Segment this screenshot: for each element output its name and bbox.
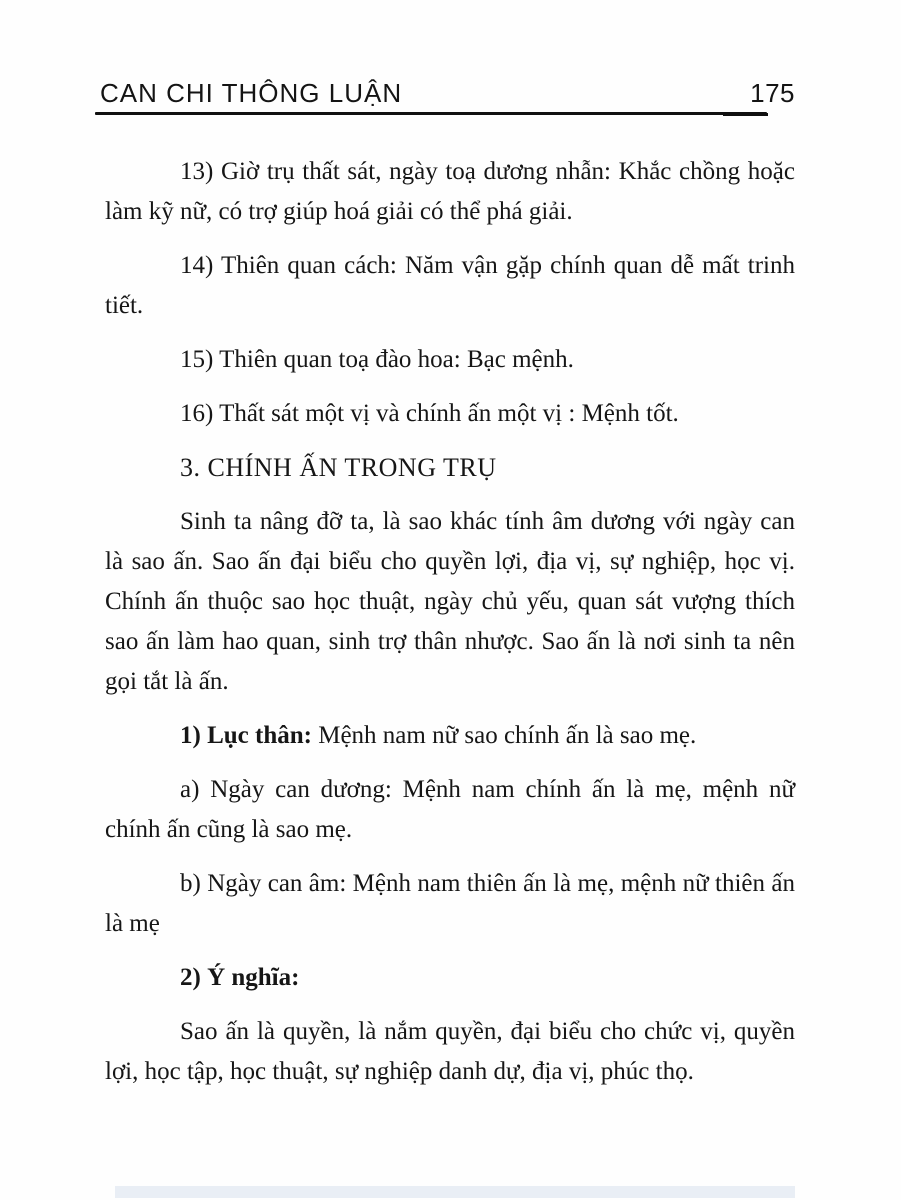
list-item-14: 14) Thiên quan cách: Năm vận gặp chính quan dễ mất trinh tiết. [105, 252, 795, 319]
page-body [105, 138, 795, 1092]
list-item-15: 15) Thiên quan toạ đào hoa: Bạc mệnh. [180, 346, 574, 373]
page-number: 175 [750, 78, 795, 108]
list-item-16: 16) Thất sát một vị và chính ấn một vị : Mệnh tốt. [180, 400, 679, 427]
page-number-underline [723, 113, 768, 116]
sub-item-a: a) Ngày can dương: Mệnh nam chính ấn là mẹ, mệnh nữ chính ấn cũng là sao mẹ. [105, 776, 795, 843]
header-rule [95, 112, 767, 115]
luc-than-paragraph [105, 716, 795, 756]
list-item-13: 13) Giờ trụ thất sát, ngày toạ dương nhẫn: Khắc chồng hoặc làm kỹ nữ, có trợ giúp hoá giải có thể phá giải. [105, 158, 795, 225]
luc-than-rest: Mệnh nam nữ sao chính ấn là sao mẹ. [311, 722, 697, 749]
sub-item-b: b) Ngày can âm: Mệnh nam thiên ấn là mẹ, mệnh nữ thiên ấn là mẹ [105, 870, 795, 937]
scanner-edge-band [115, 1186, 795, 1198]
closing-paragraph: Sao ấn là quyền, là nắm quyền, đại biểu cho chức vị, quyền lợi, học tập, học thuật, sự nghiệp danh dự, địa vị, phúc thọ. [105, 1018, 795, 1085]
running-head [100, 78, 795, 109]
y-nghia-heading: 2) Ý nghĩa: [180, 964, 300, 991]
book-title: CAN CHI THÔNG LUẬN [100, 78, 403, 108]
luc-than-lead: 1) Lục thân: [180, 722, 312, 749]
intro-paragraph: Sinh ta nâng đỡ ta, là sao khác tính âm dương với ngày can là sao ấn. Sao ấn đại biểu cho quyền lợi, địa vị, sự nghiệp, học vị. Chính ấn thuộc sao học thuật, ngày chủ yếu, quan sát vượng thích sao ấn làm hao quan, sinh trợ thân nhược. Sao ấn là nơi sinh ta nên gọi tắt là ấn. [105, 508, 795, 695]
section-heading: 3. CHÍNH ẤN TRONG TRỤ [180, 453, 497, 482]
